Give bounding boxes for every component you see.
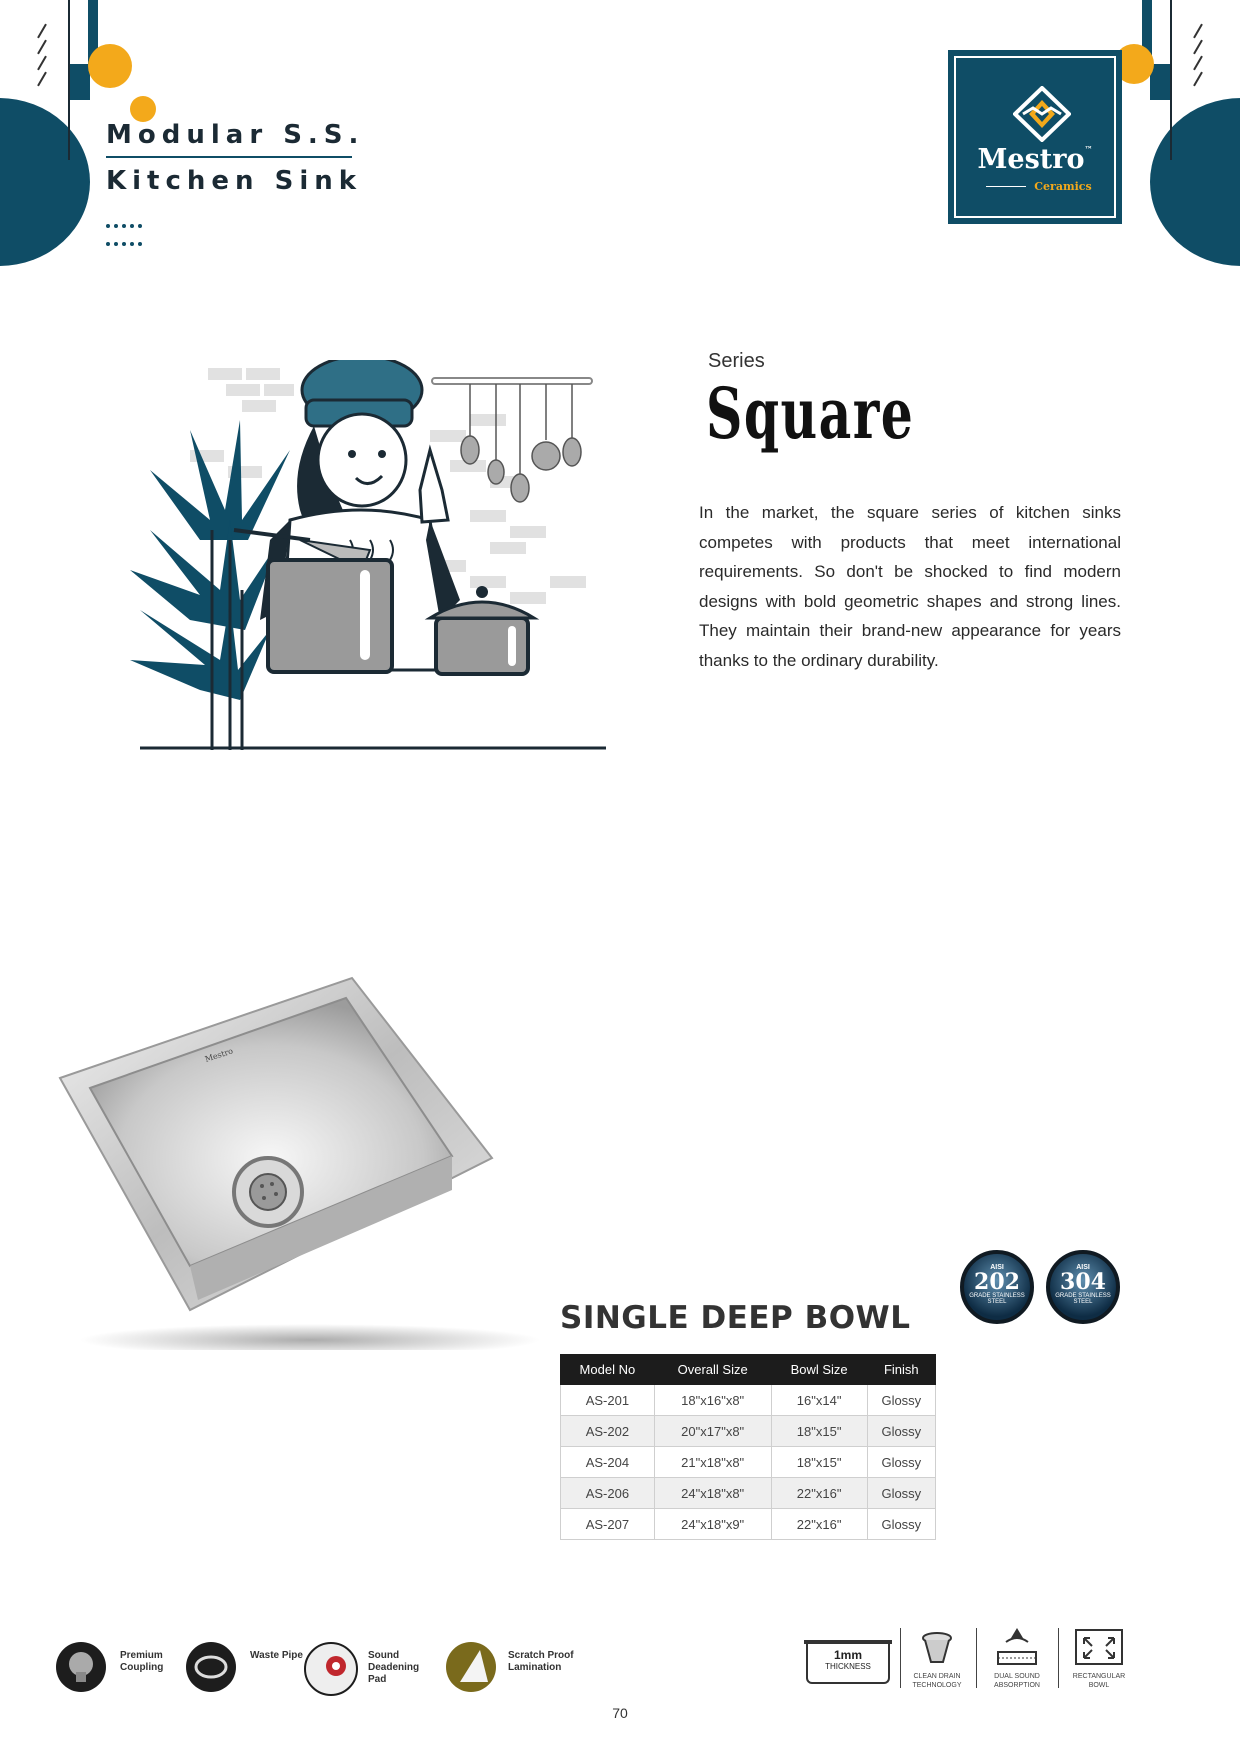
- col-bowl-size: Bowl Size: [771, 1355, 867, 1385]
- coupling-icon: [56, 1642, 106, 1692]
- decor-hatch: [1193, 72, 1203, 87]
- series-name: Square: [706, 372, 915, 455]
- cell-finish: Glossy: [867, 1385, 935, 1416]
- cell-bowl: 22"x16": [771, 1509, 867, 1540]
- decor-bar-right-2: [1150, 64, 1172, 100]
- cell-overall: 21"x18"x8": [654, 1447, 771, 1478]
- title-underline: [106, 156, 352, 158]
- decor-circle-left: [0, 98, 90, 266]
- thickness-label: THICKNESS: [825, 1662, 871, 1671]
- separator: [900, 1628, 901, 1688]
- sound-pad-icon: [304, 1642, 358, 1696]
- decor-circle-right: [1150, 98, 1240, 266]
- feature-label-waste-pipe: Waste Pipe: [250, 1650, 303, 1661]
- decor-hatch: [37, 40, 47, 55]
- thickness-value: 1mm: [833, 1648, 862, 1662]
- table-row: [561, 1447, 936, 1478]
- decor-dots: [106, 220, 166, 256]
- page-title-line-2: Kitchen Sink: [106, 166, 363, 196]
- sound-absorption-label: DUAL SOUND ABSORPTION: [994, 1673, 1040, 1689]
- cell-model: AS-206: [561, 1478, 655, 1509]
- decor-hatch: [1193, 24, 1203, 39]
- brand-name: Mestro™: [977, 144, 1093, 175]
- waste-pipe-icon: [186, 1642, 236, 1692]
- separator: [1058, 1628, 1059, 1688]
- thickness-icon: [806, 1640, 890, 1684]
- cell-overall: 24"x18"x8": [654, 1478, 771, 1509]
- decor-line-left: [68, 0, 70, 160]
- feature-label-sound-pad: Sound Deadening Pad: [368, 1650, 420, 1685]
- spec-table: [560, 1354, 936, 1540]
- series-description: In the market, the square series of kitchen sinks competes with products that meet international requirements. So don't be shocked to find modern designs with bold geometric shapes and strong lines. They maintain their brand-new appearance for years thanks to the ordinary durability.: [699, 503, 1121, 670]
- decor-hatch: [37, 72, 47, 87]
- table-row: [561, 1416, 936, 1447]
- lamination-icon: [446, 1642, 496, 1692]
- cell-overall: 18"x16"x8": [654, 1385, 771, 1416]
- clean-drain-label: CLEAN DRAIN TECHNOLOGY: [912, 1673, 962, 1689]
- cell-bowl: 16"x14": [771, 1385, 867, 1416]
- cell-model: AS-201: [561, 1385, 655, 1416]
- col-finish: Finish: [867, 1355, 935, 1385]
- grade-badge-202: AISI 202 GRADE STAINLESS STEEL: [960, 1250, 1034, 1324]
- cell-model: AS-207: [561, 1509, 655, 1540]
- cell-bowl: 22"x16": [771, 1478, 867, 1509]
- decor-bar-left-2: [68, 64, 90, 100]
- rectangular-bowl-label: RECTANGULAR BOWL: [1072, 1673, 1126, 1689]
- decor-hatch: [1193, 56, 1203, 71]
- decor-orange-dot-1: [88, 44, 132, 88]
- decor-hatch: [1193, 40, 1203, 55]
- cell-overall: 20"x17"x8": [654, 1416, 771, 1447]
- brand-sub: Ceramics: [1034, 180, 1092, 193]
- table-row: [561, 1509, 936, 1540]
- decor-line-right: [1170, 0, 1172, 160]
- page-title-line-1: Modular S.S.: [106, 120, 365, 150]
- table-row: [561, 1478, 936, 1509]
- decor-hatch: [37, 56, 47, 71]
- cell-finish: Glossy: [867, 1416, 935, 1447]
- grade-badge-304: AISI 304 GRADE STAINLESS STEEL: [1046, 1250, 1120, 1324]
- page-number: 70: [612, 1705, 628, 1721]
- cell-finish: Glossy: [867, 1478, 935, 1509]
- feature-label-coupling: Premium Coupling: [120, 1650, 164, 1673]
- cell-model: AS-202: [561, 1416, 655, 1447]
- col-overall-size: Overall Size: [654, 1355, 771, 1385]
- separator: [976, 1628, 977, 1688]
- chef-illustration: [130, 360, 610, 752]
- cell-finish: Glossy: [867, 1447, 935, 1478]
- cell-finish: Glossy: [867, 1509, 935, 1540]
- series-label: Series: [708, 350, 765, 372]
- table-row: [561, 1385, 936, 1416]
- svg-text:Mestro: Mestro: [203, 1046, 235, 1064]
- product-title: SINGLE DEEP BOWL: [560, 1300, 911, 1336]
- clean-drain-icon: [920, 1630, 954, 1670]
- logo-mark-icon: [1013, 86, 1071, 142]
- cell-bowl: 18"x15": [771, 1416, 867, 1447]
- rectangular-bowl-icon: [1074, 1628, 1124, 1668]
- sound-absorption-icon: [994, 1626, 1040, 1670]
- cell-bowl: 18"x15": [771, 1447, 867, 1478]
- sink-image: [50, 970, 550, 1350]
- cell-overall: 24"x18"x9": [654, 1509, 771, 1540]
- brand-logo: [948, 50, 1122, 224]
- cell-model: AS-204: [561, 1447, 655, 1478]
- col-model-no: Model No: [561, 1355, 655, 1385]
- decor-orange-dot-2: [130, 96, 156, 122]
- table-header-row: [561, 1355, 936, 1385]
- feature-label-lamination: Scratch Proof Lamination: [508, 1650, 574, 1673]
- decor-hatch: [37, 24, 47, 39]
